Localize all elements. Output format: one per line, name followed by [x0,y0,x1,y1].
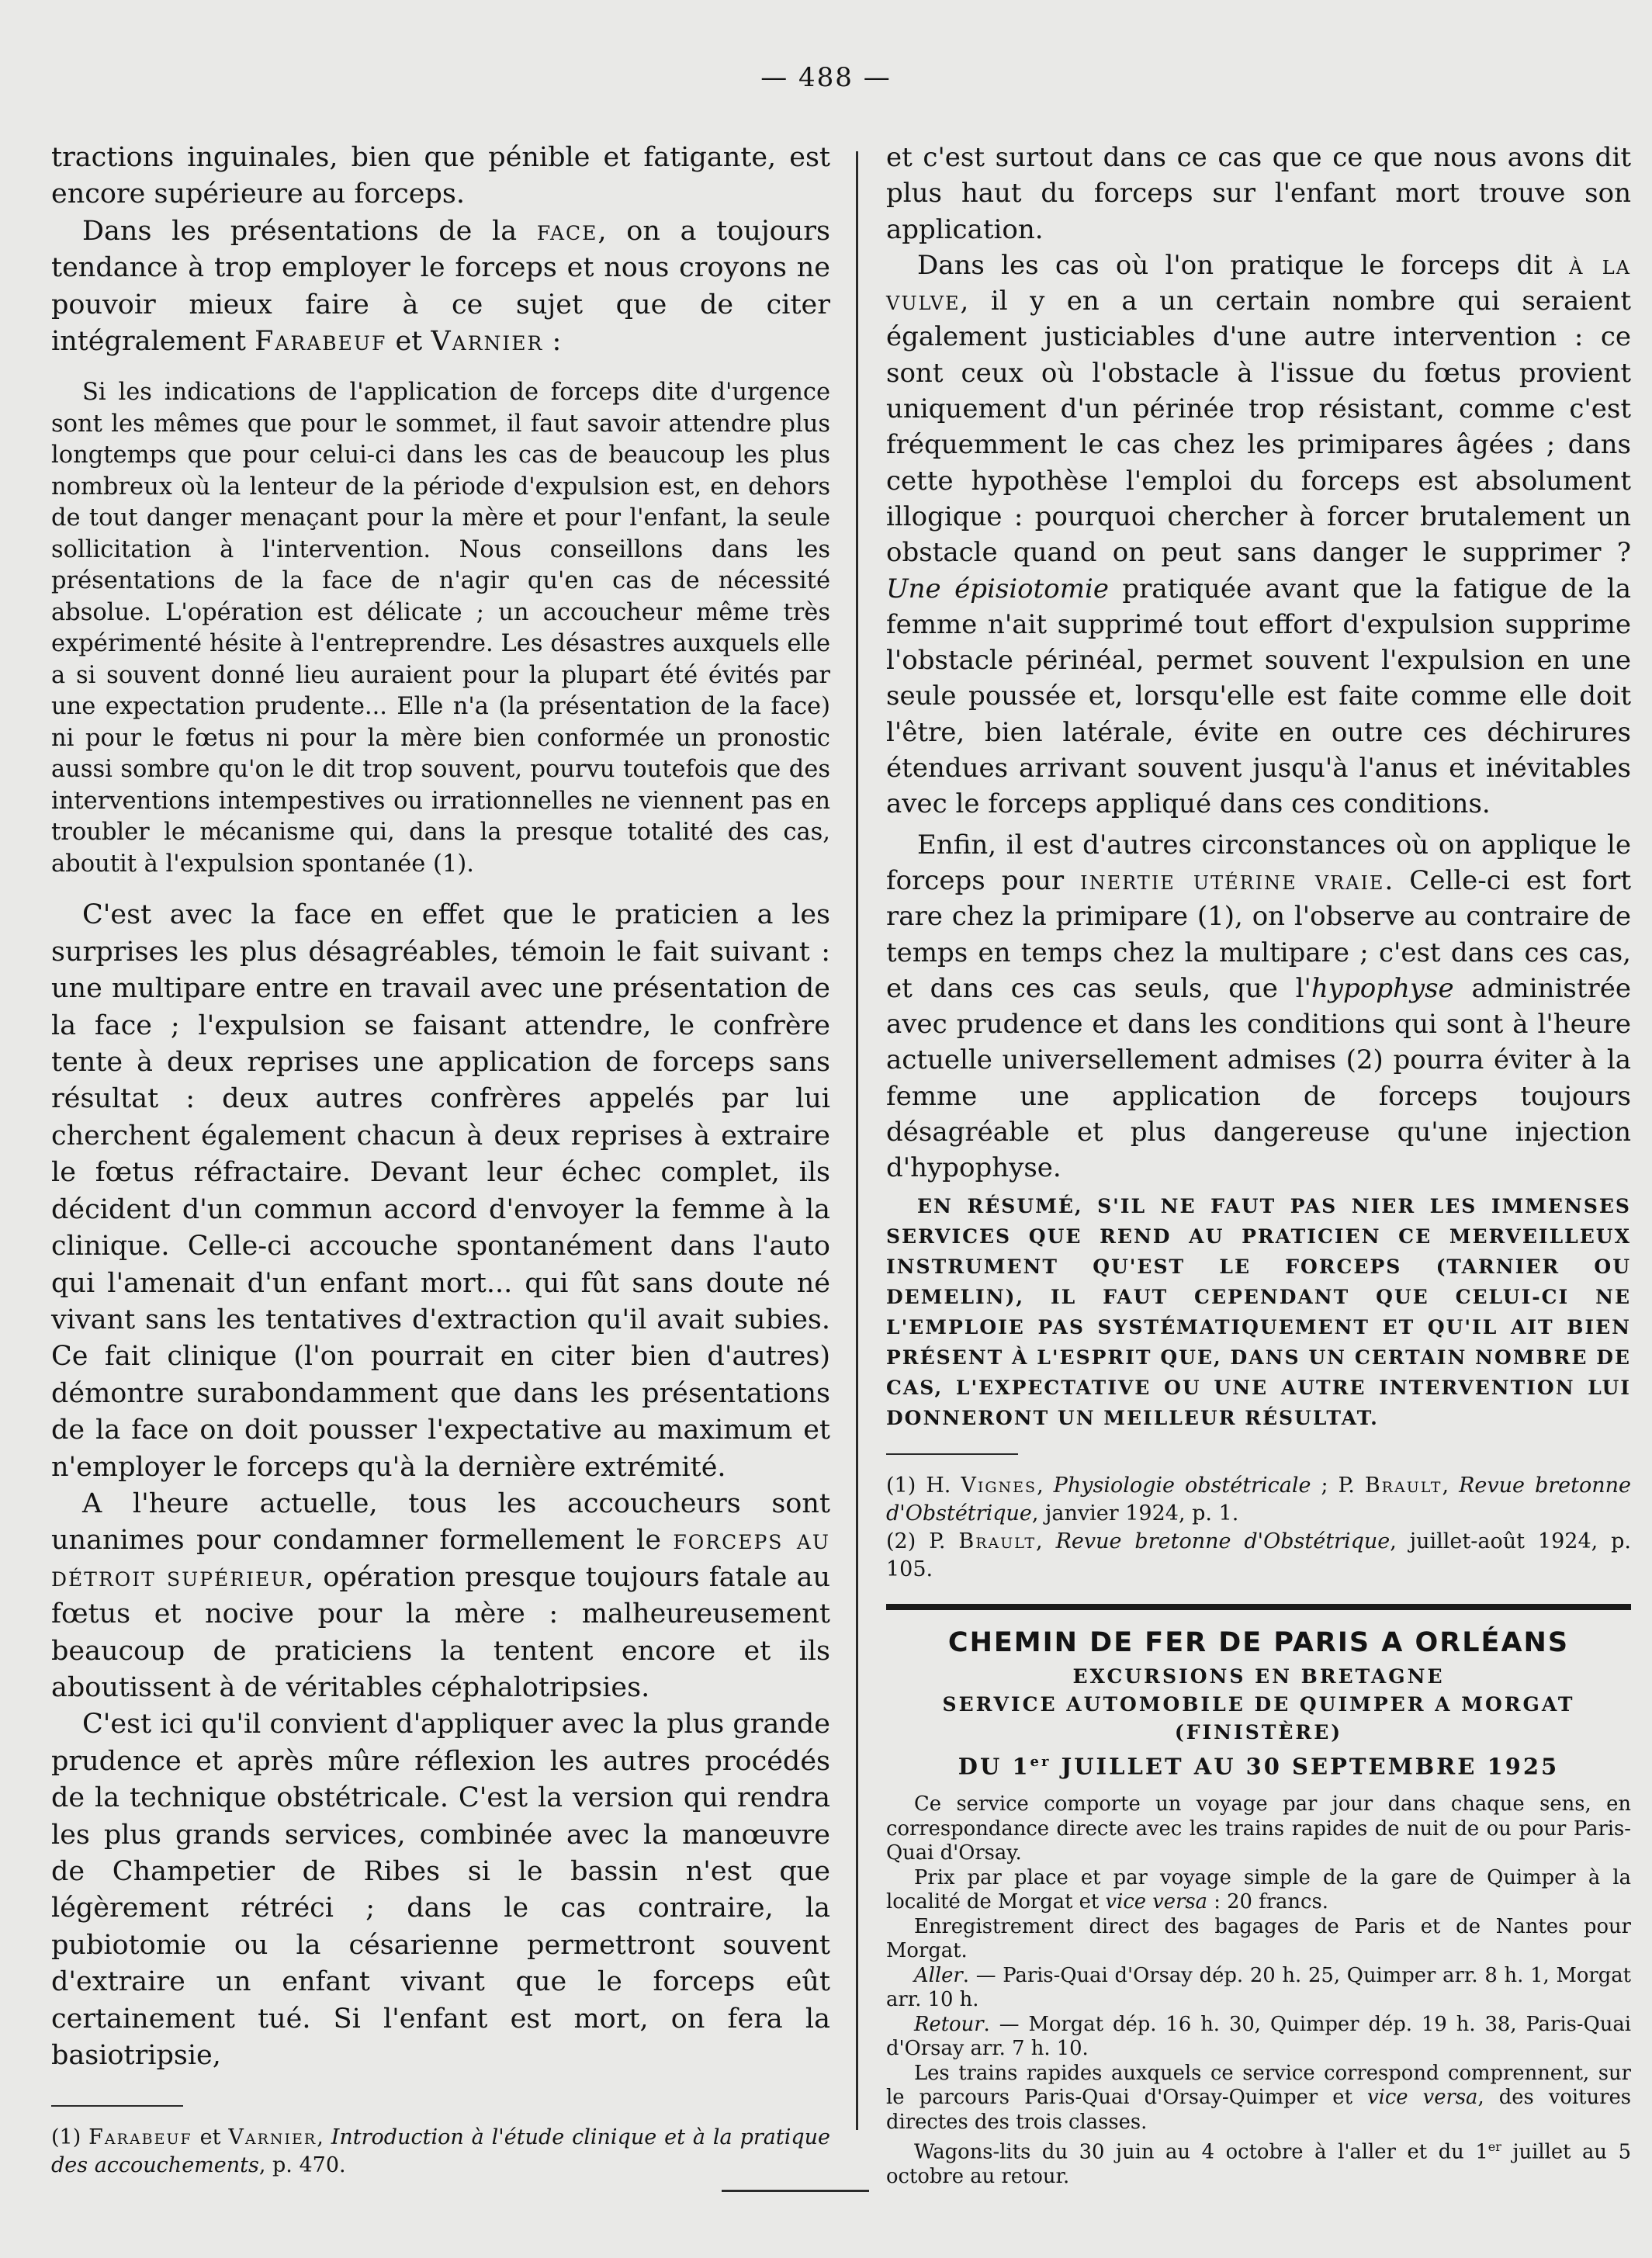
advertisement-text-6: Les trains rapides auxquels ce service correspond comprennent, sur le parcours Paris-Quai d'Orsay-Quimper et vice versa, des voitures directes des trois classes. [886,2061,1632,2134]
footnote-rule [51,2105,183,2107]
summary-paragraph: EN RÉSUMÉ, S'IL NE FAUT PAS NIER LES IMMENSES SERVICES QUE REND AU PRATICIEN CE MERVEILLEUX INSTRUMENT QU'EST LE FORCEPS (TARNIER OU DEMELIN), IL FAUT CEPENDANT QUE CELUI-CI NE L'EMPLOIE PAS SYSTÉMATIQUEMENT ET QU'IL AIT BIEN PRÉSENT À L'ESPRIT QUE, DANS UN CERTAIN NOMBRE DE CAS, L'EXPECTATIVE OU UNE AUTRE INTERVENTION LUI DONNERONT UN MEILLEUR RÉSULTAT. [886,1194,1631,1429]
left-paragraph-1: tractions inguinales, bien que pénible et fatigante, est encore supérieure au forceps. [51,142,830,210]
left-paragraph-2: Dans les présentations de la face, on a toujours tendance à trop employer le forceps et nous croyons ne pouvoir mieux faire à ce sujet que de citer intégralement Farabeuf et Varnier : [51,215,830,358]
left-footnote: (1) Farabeuf et Varnier, Introduction à l'étude clinique et à la pratique des accouchements, p. 470. [51,2125,830,2178]
advertisement-text-aller: Aller. — Paris-Quai d'Orsay dép. 20 h. 25, Quimper arr. 8 h. 1, Morgat arr. 10 h. [886,1963,1631,2012]
left-column [51,140,830,2180]
advertisement-text-retour: Retour. — Morgat dép. 16 h. 30, Quimper dép. 19 h. 38, Paris-Quai d'Orsay arr. 7 h. 10. [886,2012,1631,2061]
advertisement-text-3: Enregistrement direct des bagages de Paris et de Nantes pour Morgat. [886,1914,1631,1963]
advertisement-title: CHEMIN DE FER DE PARIS A ORLÉANS [947,1626,1570,1658]
advertisement-rule [886,1604,1631,1610]
right-paragraph-2: Dans les cas où l'on pratique le forceps dit à la vulve, il y en a un certain nombre qui seraient également justiciables d'une autre intervention : ce sont ceux où l'obstacle à l'issue du fœtus provient uniquement d'un périnée trop résistant, comme c'est fréquemment le cas chez les primipares âgées ; dans cette hypothèse l'emploi du forceps est absolument illogique : pourquoi chercher à forcer brutalement un obstacle quand on peut sans danger le supprimer ? Une épisiotomie pratiquée avant que la fatigue de la femme n'ait supprimé tout effort d'expulsion supprime l'obstacle périnéal, permet souvent l'expulsion en une seule poussée et, lorsqu'elle est faite comme elle doit l'être, bien latérale, évite en outre ces déchirures étendues arrivant souvent jusqu'à l'anus et inévitables avec le forceps appliqué dans ces conditions. [886,249,1631,820]
left-paragraph-5: C'est ici qu'il convient d'appliquer avec la plus grande prudence et après mûre réflexion les autres procédés de la technique obstétricale. C'est la version qui rendra les plus grands services, combinée avec la manœuvre de Champetier de Ribes si le bassin n'est que légèrement rétréci ; dans le cas contraire, la pubiotomie ou la césarienne permettront souvent d'extraire un enfant vivant que le forceps eût certainement tué. Si l'enfant est mort, on fera la basiotripsie, [51,1709,830,2072]
page-number: — 488 — [760,62,892,93]
right-column [886,140,1631,2190]
right-footnote-1: (1) H. Vignes, Physiologie obstétricale ; P. Brault, Revue bretonne d'Obstétrique, janvier 1924, p. 1. [886,1473,1632,1526]
right-paragraph-3: Enfin, il est d'autres circonstances où on applique le forceps pour inertie utérine vraie. Celle-ci est fort rare chez la primipare (1), on l'observe au contraire de temps en temps chez la multipare ; c'est dans ces cas, et dans ces cas seuls, que l'hypophyse administrée avec prudence et dans les conditions qui sont à l'heure actuelle universellement admises (2) pourra éviter à la femme une application de forceps toujours désagréable et plus dangereuse qu'une injection d'hypophyse. [886,829,1631,1184]
right-paragraph-1: et c'est surtout dans ce cas que ce que nous avons dit plus haut du forceps sur l'enfant mort trouve son application. [886,142,1631,245]
advertisement-subtitle-1: EXCURSIONS EN BRETAGNE [1072,1664,1445,1688]
right-footnote-2: (2) P. Brault, Revue bretonne d'Obstétrique, juillet-août 1924, p. 105. [886,1529,1632,1581]
advertisement-text-1: Ce service comporte un voyage par jour dans chaque sens, en correspondance directe avec les trains rapides de nuit de ou pour Paris-Quai d'Orsay. [886,1792,1631,1865]
left-paragraph-4: A l'heure actuelle, tous les accoucheurs sont unanimes pour condamner formellement le forceps au détroit supérieur, opération presque toujours fatale au fœtus et nocive pour la mère : malheureusement beaucoup de praticiens la tentent encore et ils aboutissent à de véritables céphalotripsies. [51,1487,830,1703]
advertisement-subtitle-2: SERVICE AUTOMOBILE DE QUIMPER A MORGAT (FINISTÈRE) [942,1692,1575,1744]
bottom-rule [722,2190,869,2192]
railway-advertisement [886,1627,1631,2190]
left-paragraph-3: C'est avec la face en effet que le praticien a les surprises les plus désagréables, témoin le fait suivant : une multipare entre en travail avec une présentation de la face ; l'expulsion se faisant attendre, le confrère tente à deux reprises une application de forceps sans résultat : deux autres confrères appelés par lui cherchent également chacun à deux reprises à extraire le fœtus réfractaire. Devant leur échec complet, ils décident d'un commun accord d'envoyer la femme à la clinique. Celle-ci accouche spontanément dans l'auto qui l'amenait d'un enfant mort... qui fût sans doute né vivant sans les tentatives d'extraction qu'il avait subies. Ce fait clinique (l'on pourrait en citer bien d'autres) démontre surabondamment que dans les présentations de la face on doit pousser l'expectative au maximum et n'employer le forceps qu'à la dernière extrémité. [51,899,830,1483]
footnote-rule-right [886,1453,1018,1455]
advertisement-text-2: Prix par place et par voyage simple de la gare de Quimper à la localité de Morgat et vice versa : 20 francs. [886,1865,1631,1914]
advertisement-text-7: Wagons-lits du 30 juin au 4 octobre à l'aller et du 1er juillet au 5 octobre au retour. [886,2139,1631,2189]
block-quotation: Si les indications de l'application de forceps dite d'urgence sont les mêmes que pour le sommet, il faut savoir attendre plus longtemps que pour celui-ci dans les cas de beaucoup les plus nombreux où la lenteur de la période d'expulsion est, en dehors de tout danger menaçant pour la mère et pour l'enfant, la seule sollicitation à l'intervention. Nous conseillons dans les présentations de la face de n'agir qu'en cas de nécessité absolue. L'opération est délicate ; un accoucheur même très expérimenté hésite à l'entreprendre. Les désastres auxquels elle a si souvent donné lieu auraient pour la plupart été évités par une expectation prudente... Elle n'a (la présentation de la face) ni pour le fœtus ni pour la mère bien conformée un pronostic aussi sombre qu'on le dit trop souvent, pourvu toutefois que des interventions intempestives ou irrationnelles ne viennent pas en troubler le mécanisme qui, dans la presque totalité des cas, aboutit à l'expulsion spontanée (1). [51,379,830,878]
column-divider [856,151,858,2130]
advertisement-dates: DU 1er JUILLET AU 30 SEPTEMBRE 1925 [958,1753,1560,1780]
